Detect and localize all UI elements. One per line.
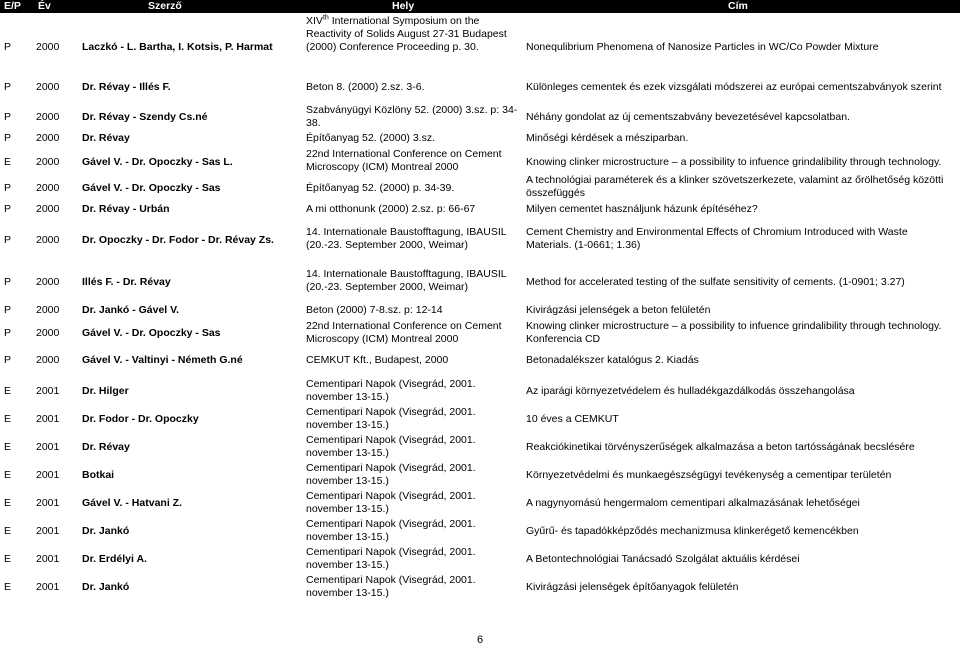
row-author: Dr. Révay: [82, 132, 130, 144]
row-place: Cementipari Napok (Visegrád, 2001. november 13-15.): [306, 378, 476, 403]
row-ep: E: [4, 413, 12, 425]
row-place: Cementipari Napok (Visegrád, 2001. november 13-15.): [306, 462, 476, 487]
place-superscript: th: [322, 14, 329, 22]
row-place: Beton 8. (2000) 2.sz. 3-6.: [306, 81, 425, 93]
row-ep: E: [4, 469, 12, 481]
header-year: Év: [38, 0, 51, 12]
row-ep: P: [4, 182, 12, 194]
row-year: 2001: [36, 469, 60, 481]
row-title: Minőségi kérdések a mésziparban.: [526, 132, 689, 144]
row-title: Knowing clinker microstructure – a possibility to infuence grindalibility through technology. Konferencia CD: [526, 320, 942, 345]
row-place: Beton (2000) 7-8.sz. p: 12-14: [306, 304, 443, 316]
row-place: Cementipari Napok (Visegrád, 2001. november 13-15.): [306, 434, 476, 459]
row-author: Gável V. - Valtinyi - Németh G.né: [82, 354, 243, 366]
row-year: 2000: [36, 304, 60, 316]
row-ep: P: [4, 81, 12, 93]
row-year: 2001: [36, 497, 60, 509]
row-author: Dr. Jankó - Gável V.: [82, 304, 180, 316]
row-place: Cementipari Napok (Visegrád, 2001. november 13-15.): [306, 574, 476, 599]
row-author: Gável V. - Hatvani Z.: [82, 497, 182, 509]
row-title: Cement Chemistry and Environmental Effects of Chromium Introduced with Waste Materials. (1-0661; 1.36): [526, 226, 908, 251]
row-year: 2001: [36, 385, 60, 397]
row-author: Dr. Révay - Illés F.: [82, 81, 171, 93]
row-year: 2001: [36, 553, 60, 565]
row-title: Gyűrű- és tapadókképződés mechanizmusa klinkerégető kemencékben: [526, 525, 859, 537]
row-ep: P: [4, 276, 12, 288]
row-place: Szabványügyi Közlöny 52. (2000) 3.sz. p: 34-38.: [306, 104, 518, 129]
row-author: Dr. Jankó: [82, 525, 130, 537]
row-place: Cementipari Napok (Visegrád, 2001. november 13-15.): [306, 518, 476, 543]
row-year: 2000: [36, 327, 60, 339]
row-ep: E: [4, 553, 12, 565]
row-place: [306, 15, 520, 54]
row-title: Betonadalékszer katalógus 2. Kiadás: [526, 354, 699, 366]
row-title: Reakciókinetikai törvényszerűségek alkalmazása a beton tartósságának becslésére: [526, 441, 915, 453]
row-ep: P: [4, 327, 12, 339]
row-title: Környezetvédelmi és munkaegészségügyi tevékenység a cementipar területén: [526, 469, 892, 481]
row-author: Illés F. - Dr. Révay: [82, 276, 171, 288]
row-title: Nonequlibrium Phenomena of Nanosize Particles in WC/Co Powder Mixture: [526, 41, 879, 53]
row-year: 2001: [36, 413, 60, 425]
row-ep: P: [4, 203, 12, 215]
place-prefix: XIV: [306, 15, 323, 27]
row-title: Néhány gondolat az új cementszabvány bevezetésével kapcsolatban.: [526, 111, 850, 123]
row-ep: P: [4, 234, 12, 246]
row-author: Gável V. - Dr. Opoczky - Sas L.: [82, 156, 233, 168]
row-author: Dr. Erdélyi A.: [82, 553, 147, 565]
row-year: 2000: [36, 41, 60, 53]
row-author: Gável V. - Dr. Opoczky - Sas: [82, 182, 221, 194]
row-place: Cementipari Napok (Visegrád, 2001. november 13-15.): [306, 546, 476, 571]
row-ep: E: [4, 525, 12, 537]
table-header: [0, 0, 960, 13]
row-place: Építőanyag 52. (2000) p. 34-39.: [306, 182, 455, 194]
row-title: Method for accelerated testing of the sulfate sensitivity of cements. (1-0901; 3.27): [526, 276, 905, 288]
row-author: Dr. Hilger: [82, 385, 129, 397]
row-ep: P: [4, 132, 12, 144]
row-title: Az iparági környezetvédelem és hulladékgazdálkodás összehangolása: [526, 385, 855, 397]
row-title: Kivirágzási jelenségek a beton felületén: [526, 304, 711, 316]
row-ep: E: [4, 385, 12, 397]
row-year: 2000: [36, 276, 60, 288]
row-year: 2000: [36, 81, 60, 93]
row-author: Dr. Révay - Urbán: [82, 203, 170, 215]
row-year: 2001: [36, 441, 60, 453]
row-author: Dr. Opoczky - Dr. Fodor - Dr. Révay Zs.: [82, 234, 274, 246]
row-title: A nagynyomású hengermalom cementipari alkalmazásának lehetőségei: [526, 497, 860, 509]
row-title: Kivirágzási jelenségek építőanyagok felületén: [526, 581, 739, 593]
row-ep: E: [4, 441, 12, 453]
place-text: International Symposium on the Reactivity of Solids August 27-31 Budapest (2000) Conference Proceeding p. 30.: [306, 15, 507, 53]
row-place: CEMKUT Kft., Budapest, 2000: [306, 354, 449, 366]
row-place: Cementipari Napok (Visegrád, 2001. november 13-15.): [306, 406, 476, 431]
header-ep: E/P: [4, 0, 21, 12]
row-ep: E: [4, 581, 12, 593]
row-place: Cementipari Napok (Visegrád, 2001. november 13-15.): [306, 490, 476, 515]
row-title: Különleges cementek és ezek vizsgálati módszerei az európai cementszabványok szerint: [526, 81, 942, 93]
row-author: Dr. Fodor - Dr. Opoczky: [82, 413, 199, 425]
row-place: Építőanyag 52. (2000) 3.sz.: [306, 132, 435, 144]
row-author: Dr. Révay - Szendy Cs.né: [82, 111, 208, 123]
row-title: A technológiai paraméterek és a klinker szövetszerkezete, valamint az őrölhetőség közötti összefüggés: [526, 174, 944, 199]
row-author: Botkai: [82, 469, 115, 481]
row-place: 22nd International Conference on Cement Microscopy (ICM) Montreal 2000: [306, 148, 502, 173]
row-year: 2000: [36, 234, 60, 246]
row-ep: P: [4, 354, 12, 366]
row-ep: P: [4, 41, 12, 53]
row-ep: P: [4, 304, 12, 316]
row-place: A mi otthonunk (2000) 2.sz. p: 66-67: [306, 203, 476, 215]
row-place: 22nd International Conference on Cement Microscopy (ICM) Montreal 2000: [306, 320, 502, 345]
row-ep: P: [4, 111, 12, 123]
header-author: Szerző: [148, 0, 182, 12]
header-title: Cím: [728, 0, 748, 12]
header-place: Hely: [392, 0, 415, 12]
row-place: 14. Internationale Baustofftagung, IBAUSIL (20.-23. September 2000, Weimar): [306, 226, 507, 251]
row-author: Laczkó - L. Bartha, I. Kotsis, P. Harmat: [82, 41, 273, 53]
row-year: 2000: [36, 132, 60, 144]
row-title: Milyen cementet használjunk házunk építéséhez?: [526, 203, 758, 215]
row-ep: E: [4, 497, 12, 509]
row-year: 2001: [36, 581, 60, 593]
row-year: 2001: [36, 525, 60, 537]
row-year: 2000: [36, 354, 60, 366]
row-place: 14. Internationale Baustofftagung, IBAUSIL (20.-23. September 2000, Weimar): [306, 268, 507, 293]
row-title: 10 éves a CEMKUT: [526, 413, 619, 425]
row-author: Gável V. - Dr. Opoczky - Sas: [82, 327, 221, 339]
row-year: 2000: [36, 111, 60, 123]
row-ep: E: [4, 156, 12, 168]
row-title: A Betontechnológiai Tanácsadó Szolgálat aktuális kérdései: [526, 553, 800, 565]
row-year: 2000: [36, 182, 60, 194]
page-number: 6: [476, 634, 484, 646]
row-title: Knowing clinker microstructure – a possibility to infuence grindalibility through technology.: [526, 156, 942, 168]
row-author: Dr. Révay: [82, 441, 130, 453]
row-year: 2000: [36, 156, 60, 168]
row-author: Dr. Jankó: [82, 581, 130, 593]
row-year: 2000: [36, 203, 60, 215]
